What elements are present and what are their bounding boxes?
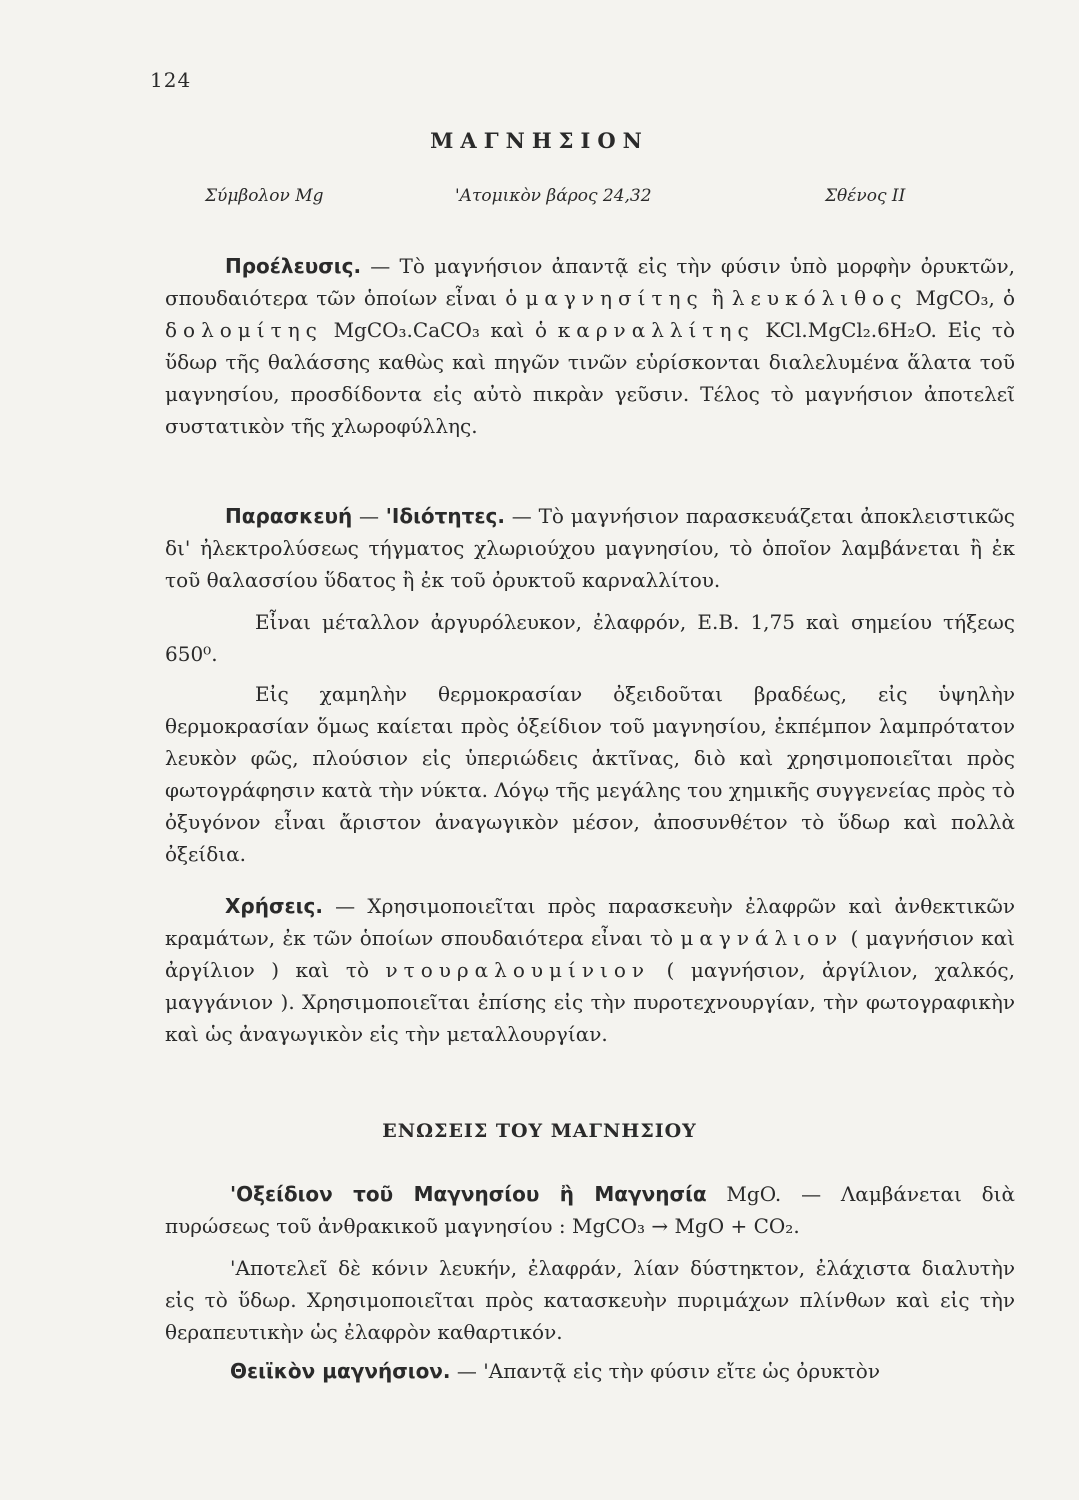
paragraph-oxide-2: 'Αποτελεῖ δὲ κόνιν λευκήν, ἐλαφράν, λίαν δύστηκτον, ἐλάχιστα διαλυτὴν εἰς τὸ ὕδωρ. Χρησιμοποιεῖται πρὸς κατασκευὴν πυριμάχων πλίνθων καὶ εἰς τὴν θεραπευτικὴν ὡς ἐλαφρὸν καθαρτικόν. [165, 1256, 1015, 1344]
valence: Σθένος II [825, 186, 906, 206]
mineral-leukolithos: λευκόλιθος [731, 286, 908, 310]
paragraph-sulfide: Θειϊκὸν μαγνήσιον. — 'Απαντᾷ εἰς τὴν φύσιν εἴτε ὡς ὀρυκτὸν [230, 1359, 880, 1383]
element-symbol: Σύμβολον Mg [205, 186, 324, 206]
alloy-magnalium: μαγνάλιον [680, 926, 844, 950]
label-uses: Χρήσεις. [225, 894, 323, 918]
page-number: 124 [150, 68, 192, 92]
paragraph-preparation: Παρασκευή — 'Ιδιότητες. — Τὸ μαγνήσιον παρασκευάζεται ἀποκλειστικῶς δι' ἠλεκτρολύσεως τήγματος χλωριούχου μαγνησίου, τὸ ὁποῖον λαμβάνεται ἢ ἐκ τοῦ θαλασσίου ὕδατος ἢ ἐκ τοῦ ὀρυκτοῦ καρναλλίτου. [165, 504, 1015, 592]
paragraph-oxide: 'Οξείδιον τοῦ Μαγνησίου ἢ Μαγνησία MgO. — Λαμβάνεται διὰ πυρώσεως τοῦ ἀνθρακικοῦ μαγνησίου : MgCO₃ → MgO + CO₂. [165, 1182, 1015, 1238]
label-preparation: Παρασκευή [225, 504, 353, 528]
mineral-dolomite: δολομίτης [165, 318, 323, 342]
paragraph-origin: Προέλευσις. — Τὸ μαγνήσιον ἀπαντᾷ εἰς τὴν φύσιν ὑπὸ μορφὴν ὀρυκτῶν, σπουδαιότερα τῶν ὁποίων εἶναι ὁ μαγνησίτης ἢ λευκόλιθος MgCO₃, ὁ δολομίτης MgCO₃.CaCO₃ καὶ ὁ καρναλλίτης KCl.MgCl₂.6H₂O. Εἰς τὸ ὕδωρ τῆς θαλάσσης καθὼς καὶ πηγῶν τινῶν εὑρίσκονται διαλελυμένα ἅλατα τοῦ μαγνησίου, προσδίδοντα εἰς αὐτὸ πικρὰν γεῦσιν. Τέλος τὸ μαγνήσιον ἀποτελεῖ συστατικὸν τῆς χλωροφύλλης. [165, 254, 1016, 438]
label-oxide: 'Οξείδιον τοῦ Μαγνησίου ἢ Μαγνησία [230, 1182, 707, 1206]
label-sulfide: Θειϊκὸν μαγνήσιον. [230, 1359, 451, 1383]
paragraph-properties-1: Εἶναι μέταλλον ἀργυρόλευκον, ἐλαφρόν, Ε.Β. 1,75 καὶ σημείου τήξεως 650⁰. [165, 610, 1015, 666]
atomic-weight: 'Ατομικὸν βάρος 24,32 [455, 186, 652, 206]
paragraph-properties-2: Εἰς χαμηλὴν θερμοκρασίαν ὀξειδοῦται βραδέως, εἰς ὑψηλὴν θερμοκρασίαν ὅμως καίεται πρὸς ὀξείδιον τοῦ μαγνησίου, ἐκπέμπον λαμπρότατον λευκὸν φῶς, πλούσιον εἰς ὑπεριώδεις ἀκτῖνας, διὸ καὶ χρησιμοποιεῖται πρὸς φωτογράφησιν κατὰ τὴν νύκτα. Λόγῳ τῆς μεγάλης του χημικῆς συγγενείας πρὸς τὸ ὀξυγόνον εἶναι ἄριστον ἀναγωγικὸν μέσον, ἀποσυνθέτον τὸ ὕδωρ καὶ πολλὰ ὀξείδια. [165, 682, 1015, 866]
paragraph-uses: Χρήσεις. — Χρησιμοποιεῖται πρὸς παρασκευὴν ἐλαφρῶν καὶ ἀνθεκτικῶν κραμάτων, ἐκ τῶν ὁποίων σπουδαιότερα εἶναι τὸ μαγνάλιον ( μαγνήσιον καὶ ἀργίλιον ) καὶ τὸ ντουραλουμίνιον ( μαγνήσιον, ἀργίλιον, χαλκός, μαγγάνιον ). Χρησιμοποιεῖται ἐπίσης εἰς τὴν πυροτεχνουργίαν, τὴν φωτογραφικὴν καὶ ὡς ἀναγωγικὸν εἰς τὴν μεταλλουργίαν. [165, 894, 1016, 1046]
mineral-magnesite: μαγνησίτης [525, 286, 704, 310]
page-title: ΜΑΓΝΗΣΙΟΝ [430, 128, 649, 153]
mineral-carnallite: καρναλλίτης [557, 318, 755, 342]
label-origin: Προέλευσις. [225, 254, 362, 278]
section-heading-compounds: ΕΝΩΣΕΙΣ ΤΟΥ ΜΑΓΝΗΣΙΟΥ [382, 1120, 697, 1142]
alloy-duralumin: ντουραλουμίνιον [385, 958, 651, 982]
label-properties: 'Ιδιότητες. [385, 504, 505, 528]
